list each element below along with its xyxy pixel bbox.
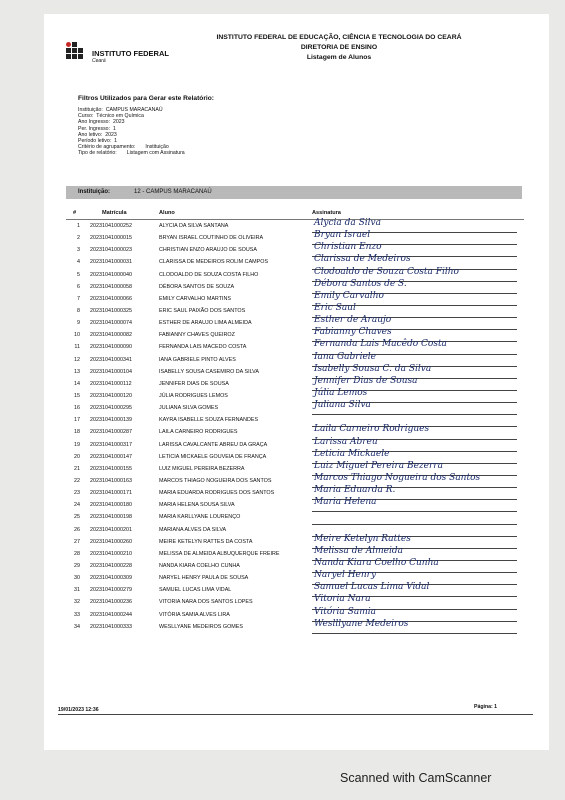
row-student-name: CHRISTIAN ENZO ARAUJO DE SOUSA	[159, 247, 257, 254]
row-matricula: 20231041000147	[90, 453, 132, 460]
table-row	[44, 594, 549, 609]
row-number: 6	[77, 283, 80, 290]
row-number: 12	[74, 356, 80, 363]
row-student-name: LAILA CARNEIRO RODRIGUES	[159, 429, 238, 436]
row-signature: Alycia da Silva	[314, 218, 381, 228]
table-row	[44, 606, 549, 622]
row-number: 33	[74, 611, 80, 618]
report-header	[174, 33, 504, 63]
row-signature: Marcos Thiago Nogueira dos Santos	[314, 472, 481, 483]
row-matricula: 20231041000082	[90, 332, 132, 339]
row-matricula: 20231041000074	[90, 320, 132, 327]
table-row	[44, 582, 549, 597]
row-signature: Laila Carneiro Rodrigues	[314, 424, 430, 435]
row-number: 11	[74, 344, 80, 351]
row-student-name: MEIRE KETELYN RATTES DA COSTA	[159, 538, 253, 545]
row-student-name: FABIANNY CHAVES QUEIROZ	[159, 332, 235, 339]
row-signature: Samuel Lucas Lima Vidal	[314, 582, 430, 593]
row-number: 15	[74, 392, 80, 399]
row-student-name: VITORIA NARA DOS SANTOS LOPES	[159, 599, 253, 606]
row-number: 27	[74, 538, 80, 545]
row-matricula: 20231041000295	[90, 405, 132, 412]
row-matricula: 20231041000317	[90, 441, 132, 448]
filters-title: Filtros Utilizados para Gerar este Relatório:	[78, 95, 214, 102]
table-row	[44, 266, 549, 282]
row-number: 2	[77, 235, 80, 242]
row-number: 22	[74, 477, 80, 484]
row-number: 19	[74, 441, 80, 448]
row-student-name: VITÓRIA SAMIA ALVES LIRA	[159, 611, 230, 618]
filter-label: Período letivo:	[78, 138, 112, 145]
report-name: Listagem de Alunos	[306, 54, 372, 61]
row-student-name: MARIANA ALVES DA SILVA	[159, 526, 227, 533]
header-divider	[66, 219, 524, 220]
row-matricula: 20231041000341	[90, 356, 132, 363]
table-row	[44, 485, 549, 500]
row-signature: Jennifer Dias de Sousa	[314, 375, 418, 386]
row-number: 7	[77, 295, 80, 302]
row-number: 5	[77, 271, 80, 278]
row-student-name: SAMUEL LUCAS LIMA VIDAL	[159, 587, 232, 594]
row-number: 17	[74, 417, 80, 424]
row-student-name: CLARISSA DE MEDEIROS ROLIM CAMPOS	[159, 259, 269, 266]
footer-divider	[58, 714, 533, 715]
row-matricula: 20231041000210	[90, 550, 132, 557]
row-number: 32	[74, 599, 80, 606]
filter-label: Ano Ingresso:	[78, 119, 111, 126]
institution-bar	[66, 186, 522, 199]
row-signature: Luiz Miguel Pereira Bezerra	[314, 460, 443, 471]
row-matricula: 20231041000252	[90, 223, 132, 229]
filter-value: 2023	[105, 131, 117, 138]
row-number: 30	[74, 575, 80, 582]
filter-label: Curso:	[78, 113, 94, 120]
row-student-name: MARIA EDUARDA RODRIGUES DOS SANTOS	[159, 490, 275, 497]
filter-value: Instituição	[145, 144, 169, 151]
row-student-name: KAYRA ISABELLE SOUZA FERNANDES	[159, 417, 259, 424]
row-number: 24	[74, 502, 80, 509]
table-row	[44, 415, 549, 427]
table-row	[44, 512, 549, 524]
col-header-assinatura: Assinatura	[312, 210, 341, 216]
institution-line: INSTITUTO FEDERAL DE EDUCAÇÃO, CIÊNCIA E TECNOLOGIA DO CEARÁ	[216, 34, 462, 41]
row-number: 8	[77, 307, 80, 314]
table-row	[44, 557, 549, 573]
row-student-name: ISABELLY SOUSA CASEMIRO DA SILVA	[159, 368, 259, 375]
row-signature: Maria Helena	[314, 497, 377, 508]
table-row	[44, 278, 549, 294]
row-matricula: 20231041000015	[90, 235, 132, 242]
table-row	[44, 363, 549, 379]
row-student-name: FERNANDA LAIS MACEDO COSTA	[159, 344, 247, 351]
row-signature: Meire Ketelyn Rattes	[314, 533, 411, 544]
row-student-name: LARISSA CAVALCANTE ABREU DA GRAÇA	[159, 441, 268, 448]
row-signature: Esther de Araujo	[314, 315, 392, 326]
row-signature: Christian Enzo	[314, 242, 382, 253]
row-signature: Leticia Mickaele	[314, 448, 390, 459]
filter-label: Ano letivo:	[78, 131, 103, 138]
filter-value: 2023	[113, 119, 125, 126]
row-number: 26	[74, 526, 80, 533]
row-number: 16	[74, 405, 80, 412]
row-student-name: ALYCIA DA SILVA SANTANA	[159, 223, 229, 229]
table-row	[44, 570, 549, 585]
row-signature: Maria Eduarda R.	[314, 485, 396, 496]
row-signature: Weslllyane Medeiros	[314, 618, 409, 629]
row-student-name: EMILY CARVALHO MARTINS	[159, 295, 231, 302]
row-matricula: 20231041000244	[90, 611, 132, 618]
scanner-watermark: Scanned with CamScanner	[340, 771, 492, 785]
row-signature: Fabianny Chaves	[314, 327, 392, 338]
row-number: 18	[74, 429, 80, 436]
directorate-line: DIRETORIA DE ENSINO	[300, 44, 378, 51]
table-row	[44, 400, 549, 415]
row-student-name: JULIANA SILVA GOMES	[159, 405, 219, 412]
row-number: 9	[77, 320, 80, 327]
row-matricula: 20231041000171	[90, 490, 132, 497]
row-matricula: 20231041000279	[90, 587, 132, 594]
row-matricula: 20231041000040	[90, 271, 132, 278]
row-matricula: 20231041000066	[90, 295, 132, 302]
row-student-name: JENNIFER DIAS DE SOUSA	[159, 380, 229, 387]
row-matricula: 20231041000180	[90, 502, 132, 509]
row-matricula: 20231041000023	[90, 247, 132, 254]
row-signature: Isabelly Sousa C. da Silva	[314, 363, 432, 374]
row-signature: Fernanda Lais Macêdo Costa	[314, 339, 447, 350]
logo-state: Ceará	[92, 58, 106, 64]
row-student-name: NANDA KIARA COELHO CUNHA	[159, 562, 240, 569]
row-signature: Nanda Kiara Coelho Cunha	[314, 557, 439, 568]
table-row	[44, 448, 549, 464]
row-signature: Emily Carvalho	[314, 290, 384, 301]
row-number: 20	[74, 453, 80, 460]
row-number: 23	[74, 490, 80, 497]
row-matricula: 20231041000333	[90, 623, 132, 630]
row-matricula: 20231041000120	[90, 392, 132, 399]
logo-name: INSTITUTO FEDERAL	[92, 49, 169, 58]
row-signature: Débora Santos de S.	[314, 278, 407, 289]
row-number: 3	[77, 247, 80, 254]
row-student-name: CLODOALDO DE SOUZA COSTA FILHO	[159, 271, 259, 278]
row-signature: Bryan Israel	[314, 230, 371, 241]
row-number: 1	[77, 223, 80, 229]
row-student-name: NARYEL HENRY PAULA DE SOUSA	[159, 575, 249, 582]
table-row	[44, 351, 549, 367]
table-row	[44, 436, 549, 452]
filter-row	[78, 150, 185, 156]
row-matricula: 20231041000112	[90, 380, 132, 387]
row-matricula: 20231041000155	[90, 465, 132, 472]
row-student-name: LETICIA MICKAELE GOUVEIA DE FRANÇA	[159, 453, 267, 460]
table-row	[44, 424, 549, 439]
row-matricula: 20231041000201	[90, 526, 132, 533]
table-row	[44, 545, 549, 561]
row-number: 29	[74, 562, 80, 569]
row-student-name: MARIA HELENA SOUSA SILVA	[159, 502, 235, 509]
row-matricula: 20231041000104	[90, 368, 132, 375]
row-matricula: 20231041000236	[90, 599, 132, 606]
row-signature: Melissa de Almeida	[314, 545, 403, 556]
row-student-name: WESLLYANE MEDEIROS GOMES	[159, 623, 243, 630]
col-header-matricula: Matrícula	[102, 210, 127, 216]
filter-label: Critério de agrupamento:	[78, 144, 136, 151]
row-number: 34	[74, 623, 80, 630]
row-matricula: 20231041000058	[90, 283, 132, 290]
row-number: 25	[74, 514, 80, 521]
table-row	[44, 533, 549, 549]
row-number: 4	[77, 259, 80, 266]
row-matricula: 20231041000325	[90, 307, 132, 314]
institution-bar-value: 12 - CAMPUS MARACANAÚ	[134, 189, 212, 195]
footer-date: 19/01/2023 12:36	[58, 707, 99, 713]
table-row	[44, 525, 549, 537]
table-row	[44, 339, 549, 354]
col-header-number: #	[73, 210, 77, 216]
footer-page: Página: 1	[474, 704, 498, 710]
filter-value: CAMPUS MARACANAÚ	[105, 107, 163, 113]
row-number: 13	[74, 368, 80, 375]
col-header-aluno: Aluno	[159, 210, 175, 216]
table-row	[44, 387, 549, 403]
row-matricula: 20231041000163	[90, 477, 132, 484]
row-matricula: 20231041000260	[90, 538, 132, 545]
table-row	[44, 497, 549, 512]
table-row	[44, 327, 549, 342]
table-row	[44, 375, 549, 391]
row-signature: Vitoria Nara	[314, 594, 371, 605]
row-signature: Vitória Samia	[314, 606, 376, 617]
row-matricula: 20231041000198	[90, 514, 132, 521]
row-number: 10	[74, 332, 80, 339]
row-matricula: 20231041000031	[90, 259, 132, 266]
row-number: 31	[74, 587, 80, 594]
filter-value: Listagem com Assinatura	[126, 150, 185, 157]
report-page	[44, 14, 549, 750]
row-signature: Clarissa de Medeiros	[314, 254, 411, 265]
row-signature: Eric Saul	[314, 302, 356, 313]
row-signature: Larissa Abreu	[314, 436, 378, 447]
filter-label: Tipo de relatório:	[78, 150, 117, 157]
row-student-name: ESTHER DE ARAUJO LIMA ALMEIDA	[159, 320, 252, 327]
row-signature: Iana Gabriele	[314, 351, 376, 362]
table-row	[44, 242, 549, 257]
row-student-name: MARIA KARLLYANE LOURENÇO	[159, 514, 241, 521]
filter-value: Técnico em Química	[96, 113, 144, 120]
student-table	[44, 218, 549, 634]
row-student-name: IANA GABRIELE PINTO ALVES	[159, 356, 236, 363]
table-row	[44, 218, 549, 233]
row-number: 14	[74, 380, 80, 387]
row-signature: Júlia Lemos	[314, 387, 368, 398]
row-student-name: BRYAN ISRAEL COUTINHO DE OLIVEIRA	[159, 235, 264, 242]
logo-grid-icon	[66, 42, 88, 64]
row-student-name: LUIZ MIGUEL PEREIRA BEZERRA	[159, 465, 245, 472]
row-student-name: JÚLIA RODRIGUES LEMOS	[159, 392, 228, 399]
row-signature: Juliana Silva	[314, 400, 371, 411]
table-row	[44, 302, 549, 318]
row-signature: Naryel Henry	[314, 570, 377, 581]
filter-value: 1	[113, 125, 116, 132]
row-number: 28	[74, 550, 80, 557]
table-row	[44, 290, 549, 306]
row-student-name: ERIC SAUL PAIXÃO DOS SANTOS	[159, 307, 246, 314]
filter-label: Per. Ingresso:	[78, 125, 111, 132]
filters-list	[78, 107, 185, 157]
institution-bar-label: Instituição:	[78, 189, 111, 195]
table-row	[44, 230, 549, 245]
row-matricula: 20231041000309	[90, 575, 132, 582]
row-matricula: 20231041000228	[90, 562, 132, 569]
filter-value: 1	[114, 138, 118, 145]
row-signature: Clodoaldo de Souza Costa Filho	[314, 266, 459, 277]
filter-label: Instituição:	[78, 107, 103, 113]
row-student-name: MARCOS THIAGO NOGUEIRA DOS SANTOS	[159, 477, 272, 484]
table-row	[44, 315, 549, 330]
row-matricula: 20231041000139	[90, 417, 132, 424]
row-number: 21	[74, 465, 80, 472]
row-student-name: DÉBORA SANTOS DE SOUZA	[159, 283, 235, 290]
row-matricula: 20231041000090	[90, 344, 132, 351]
row-matricula: 20231041000287	[90, 429, 132, 436]
table-row	[44, 254, 549, 269]
row-student-name: MELISSA DE ALMEIDA ALBUQUERQUE FREIRE	[159, 550, 280, 557]
table-row	[44, 472, 549, 488]
signature-line	[312, 633, 517, 634]
table-row	[44, 618, 549, 634]
